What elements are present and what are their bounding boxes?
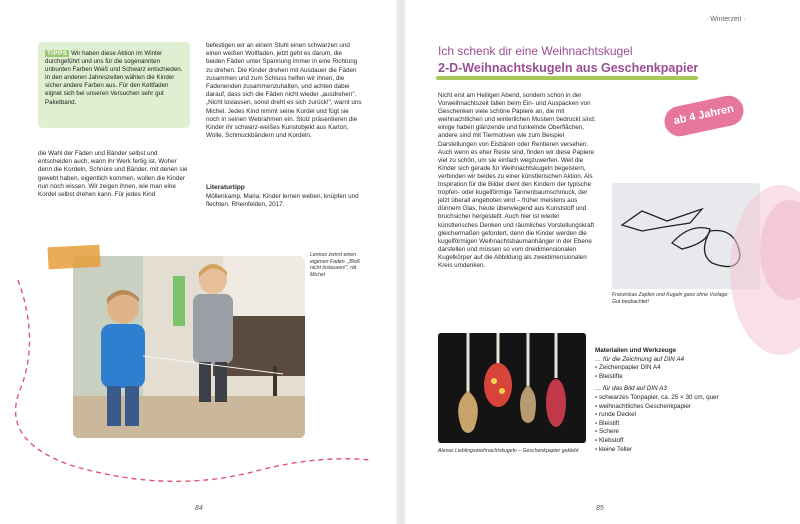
- materials-item: • weihnachtliches Geschenkpapier: [595, 402, 692, 410]
- body-text: Nicht erst am Heiligen Abend, sondern schon in der Vorweihnachtszeit fallen beim Ein- und Auspacken von Geschenken viele schöne Papiere an, die mit weihnachtlichen und winterlichen Mustern bedruckt sind; einige haben glänzende und funkelnde Oberflächen, andere sind mit Tiermotiven wie zum Beispiel Darstellungen von Eisbären oder Rentieren versehen. Auch wenn es eher Reste sind, finden wir diese Papiere viel zu schön, um sie einfach wegzuwerfen. Weil die Kinder sich gerade für Weihnachtskugeln begeistern, verbinden wir beides zu einer künstlerischen Aktion. Als Inspiration für die Bilder dient den Kindern der typische tropfen- oder kugelförmige Tannenbaumschmuck, der jetzt überall angeboten wird – früher meistens aus dünnem Glas, heute überwiegend aus Kunststoff und bruchsicher hergestellt. Auch hier ist wieder künstlerisches Denken und räumliches Vorstellungskraft gleichermaßen gefordert, denn die Kinder werden die kugelförmigen Weihnachtsbaumanhänger in der Ebene darstellen und müssen so vom dreidimensionalen Kugelkörper auf die Abbildung als zweidimensionalen Kreis umdenken.: [438, 92, 596, 269]
- sketch-caption: Franziskas Zapfen und Kugeln ganz ohne Vorlage: Gut beobachtet!: [612, 292, 729, 305]
- literature-heading: Literaturtipp: [206, 184, 245, 191]
- materials-title: Materialien und Werkzeuge: [595, 347, 677, 354]
- tip-text: Wir haben diese Aktion im Winter durchgeführt und uns für die sogenannten unbunten Farben Weiß und Schwarz entschieden. In den anderen Jahreszeiten wählen die Kinder sicher andere Farben aus. Für den Kettfaden eignet sich bei unseren Versuchen sehr gut Paketband.: [45, 50, 183, 106]
- ornaments-caption: Alexas Lieblingsweihnachtskugeln – Geschenkpapier geklebt: [438, 448, 579, 454]
- page-number-left: 84: [195, 505, 203, 512]
- page-title: 2-D-Weihnachtskugeln aus Geschenkpapier: [438, 61, 699, 75]
- dashed-decoration: [0, 280, 400, 500]
- materials-item: • runde Deckel: [595, 411, 637, 419]
- age-badge-label: ab 4 Jahren: [672, 102, 735, 128]
- ornaments-photo: [438, 333, 586, 443]
- left-column-text: die Wahl der Fäden und Bänder selbst und entscheiden auch, wann ihr Werk fertig ist. Woher denn die Kordeln, Schnüre und Bänder, mit denen sie gewebt haben, eigentlich kommen, wollen die Kinder nun noch wissen. Wir zeigen ihnen, wie man eine Kordel selbst drehen kann. Für jedes Kind: [38, 150, 188, 199]
- materials-item: • kleine Teller: [595, 445, 633, 453]
- materials-item: • Schere: [595, 428, 619, 436]
- right-column-text: befestigen wir an einem Stuhl einen schwarzen und einen weißen Wollfaden, jetzt geht es darum, die beiden Fäden unter Spannung immer in eine Richtung zu drehen. Die Kinder drehen mit Ausdauer die Fäden zusammen und zum Schluss helfen wir ihnen, die Fadenenden zusammenzuhalten, und achten dabei darauf, dass sich die Fäden nicht wieder „ausdrehen". „Nicht loslassen, sonst dreht es sich zurück!", warnt uns Michel. Jedes Kind nimmt seine Kordel und fügt sie noch in seinen Webrahmen ein. Stolz präsentieren die Kinder ihr schwarz-weißes Kunstobjekt aus Karton, Wolle, Schmuckbändern und Kordeln.: [206, 42, 362, 140]
- tip-label: TIPPS: [47, 50, 68, 57]
- materials-item: • Bleistift: [595, 419, 620, 427]
- materials-item: • Klebstoff: [595, 436, 624, 444]
- section-label: · Winterzeit ·: [706, 16, 746, 23]
- page-number-right: 85: [596, 505, 604, 512]
- ornaments-illustration: [438, 333, 586, 443]
- page-kicker: Ich schenk dir eine Weihnachtskugel: [438, 44, 633, 58]
- tip-text-block: [45, 50, 185, 107]
- literature-text: Möllenkamp, Maria: Kinder lernen weben, knüpfen und flechten. Rheinfelden, 2017.: [206, 193, 359, 209]
- materials-group2-label: … für das Bild auf DIN A3: [595, 385, 667, 393]
- materials-item: • schwarzes Tonpapier, ca. 25 × 30 cm, quer: [595, 393, 719, 401]
- materials-list: [595, 347, 765, 454]
- materials-item: • Zeichenpapier DIN A4: [595, 364, 661, 372]
- materials-group1-label: … für die Zeichnung auf DIN A4: [595, 355, 685, 363]
- photo-caption: Lennox zwirnt einen eigenen Faden. „Bloß nicht loslassen!", rät Michel: [310, 252, 360, 278]
- watercolor-splash: [720, 170, 800, 370]
- title-underline: [436, 76, 698, 80]
- materials-item: • Bleistifte: [595, 372, 623, 380]
- tape-strip: [47, 245, 100, 270]
